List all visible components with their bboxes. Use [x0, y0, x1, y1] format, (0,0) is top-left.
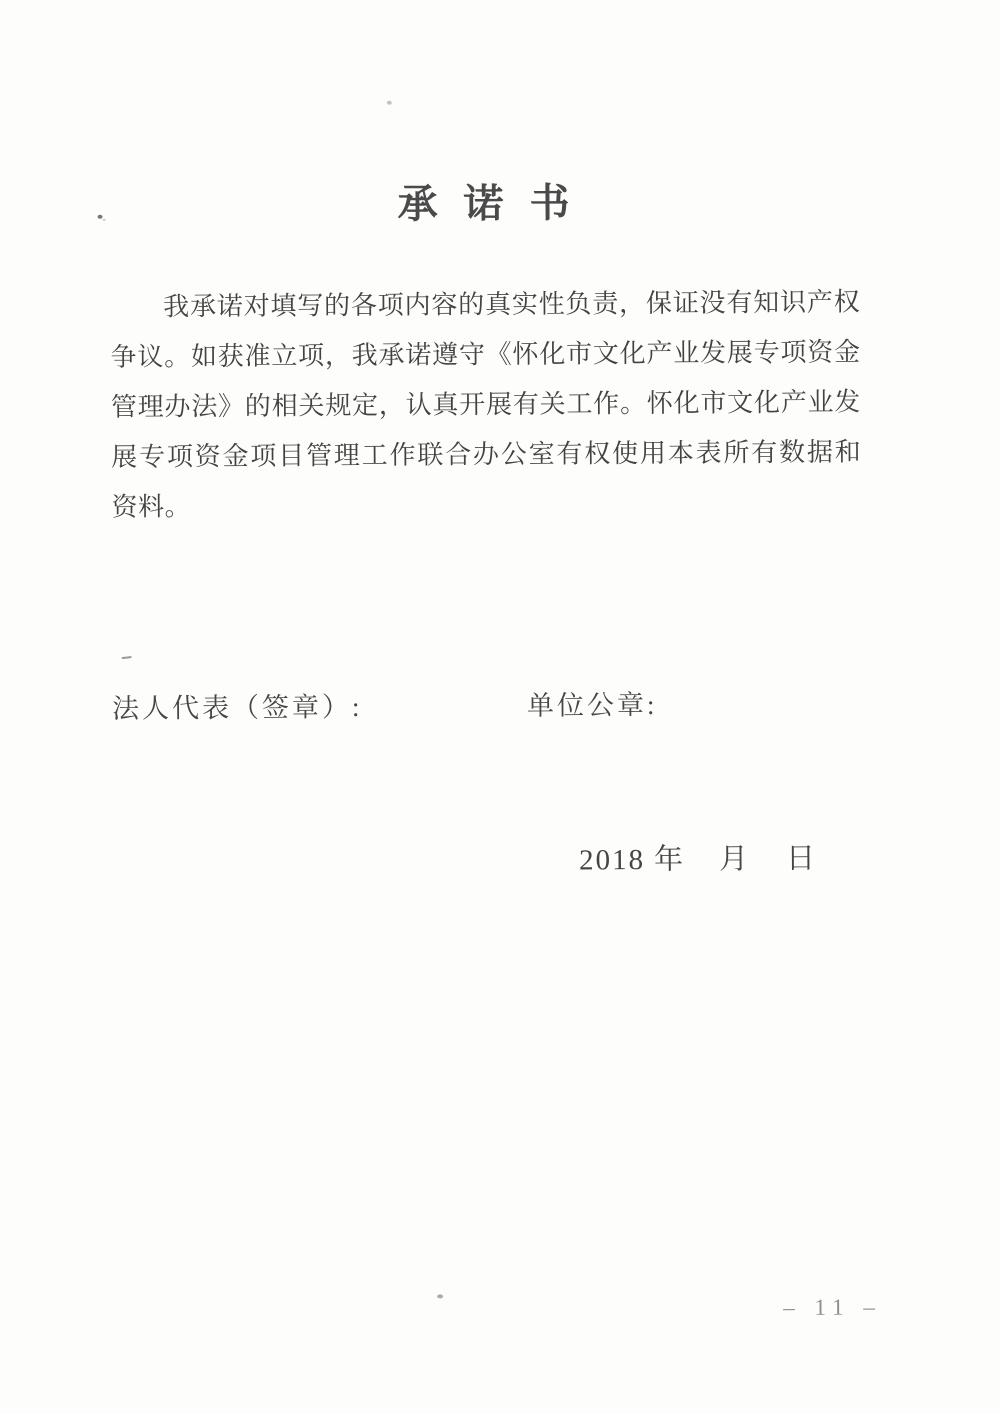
paragraph-line: 争议。如获准立项，我承诺遵守《怀化市文化产业发展专项资金	[110, 337, 861, 372]
date-year: 2018	[578, 843, 646, 877]
unit-seal-label: 单位公章:	[526, 689, 658, 721]
scan-dust-speck	[387, 101, 392, 105]
document-title: 承诺书	[397, 180, 596, 227]
paragraph-line: 资料。	[111, 492, 192, 522]
date-line	[579, 836, 815, 879]
commitment-paragraph	[110, 277, 862, 532]
scan-dust-speck	[98, 215, 103, 219]
page-number: – 11 –	[783, 1294, 882, 1321]
scan-dust-speck	[122, 656, 132, 659]
date-month-label: 月	[718, 843, 749, 876]
scan-dust-speck	[437, 1294, 443, 1298]
legal-representative-signature-label: 法人代表（签章）:	[111, 691, 363, 724]
paragraph-line: 管理办法》的相关规定，认真开展有关工作。怀化市文化产业发	[110, 387, 861, 422]
date-year-label: 年	[653, 843, 684, 876]
paragraph-line: 我承诺对填写的各项内容的真实性负责，保证没有知识产权	[163, 287, 861, 322]
paragraph-line: 展专项资金项目管理工作联合办公室有权使用本表所有数据和	[111, 437, 862, 472]
date-day-label: 日	[785, 842, 816, 876]
